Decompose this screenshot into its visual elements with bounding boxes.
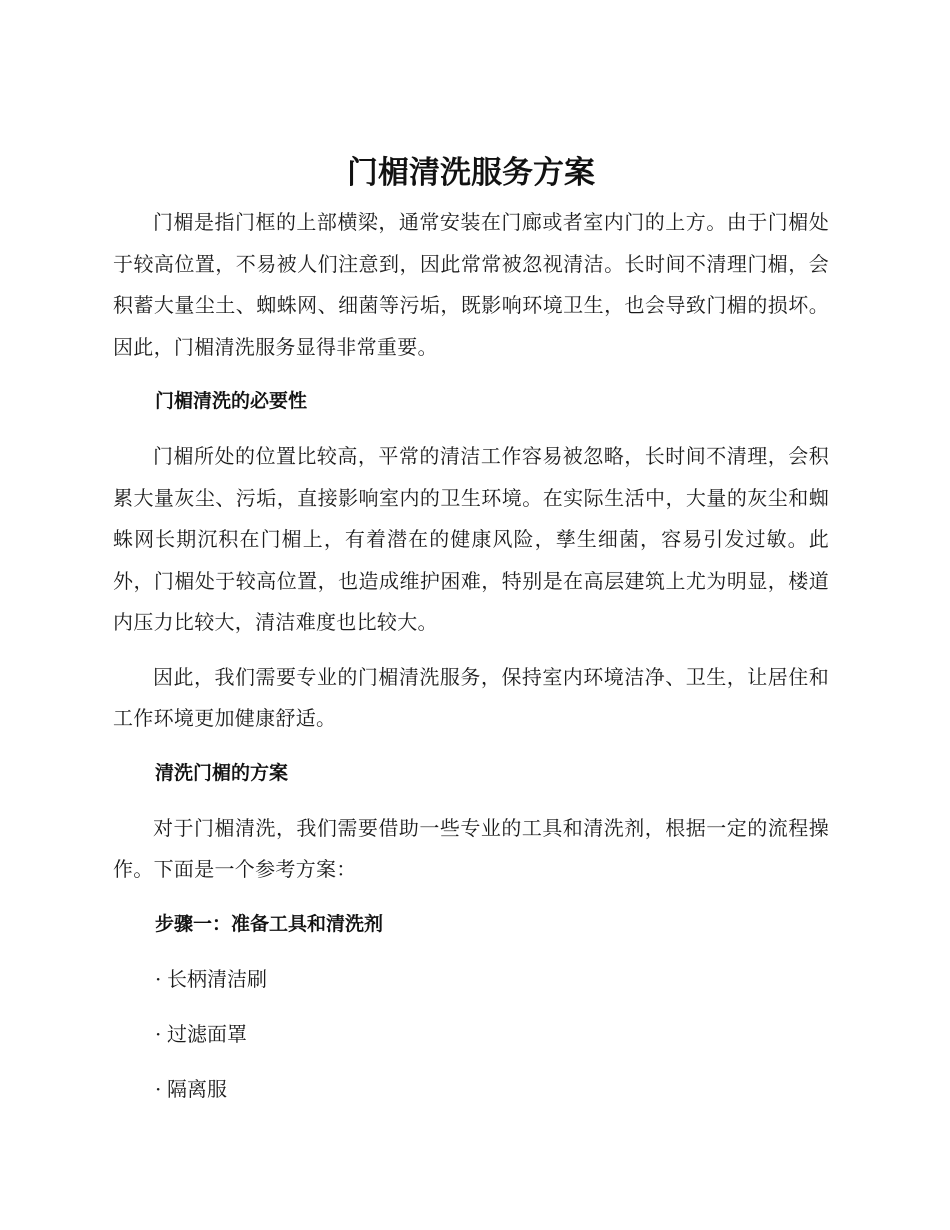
necessity-paragraph-1: 门楣所处的位置比较高，平常的清洁工作容易被忽略，长时间不清理，会积累大量灰尘、污垢，直接影响室内的卫生环境。在实际生活中，大量的灰尘和蜘蛛网长期沉积在门楣上，有着潜在的健康风险，孳生细菌，容易引发过敏。此外，门楣处于较高位置，也造成维护困难，特别是在高层建筑上尤为明显，楼道内压力比较大，清洁难度也比较大。	[113, 444, 829, 634]
tool-label: 过滤面罩	[167, 1021, 247, 1046]
list-item	[155, 1014, 829, 1055]
bullet-icon: ·	[155, 1076, 162, 1101]
tool-list	[155, 959, 829, 1110]
tool-label: 隔离服	[167, 1076, 227, 1101]
plan-paragraph: 对于门楣清洗，我们需要借助一些专业的工具和清洗剂，根据一定的流程操作。下面是一个参考方案：	[113, 815, 829, 881]
tool-label: 长柄清洁刷	[167, 966, 267, 991]
list-item	[155, 1069, 829, 1110]
necessity-paragraph-2: 因此，我们需要专业的门楣清洗服务，保持室内环境洁净、卫生，让居住和工作环境更加健康舒适。	[113, 664, 829, 730]
bullet-icon: ·	[155, 966, 162, 991]
document-page	[113, 148, 829, 1124]
section-heading-plan: 清洗门楣的方案	[155, 761, 289, 784]
section-heading-necessity: 门楣清洗的必要性	[155, 390, 308, 412]
document-title: 门楣清洗服务方案	[347, 155, 595, 191]
list-item	[155, 959, 829, 1000]
step1-heading: 步骤一：准备工具和清洗剂	[155, 912, 384, 935]
bullet-icon: ·	[155, 1021, 162, 1046]
intro-paragraph: 门楣是指门框的上部横梁，通常安装在门廊或者室内门的上方。由于门楣处于较高位置，不易被人们注意到，因此常常被忽视清洁。长时间不清理门楣，会积蓄大量尘土、蜘蛛网、细菌等污垢，既影响环境卫生，也会导致门楣的损坏。因此，门楣清洗服务显得非常重要。	[113, 210, 829, 359]
